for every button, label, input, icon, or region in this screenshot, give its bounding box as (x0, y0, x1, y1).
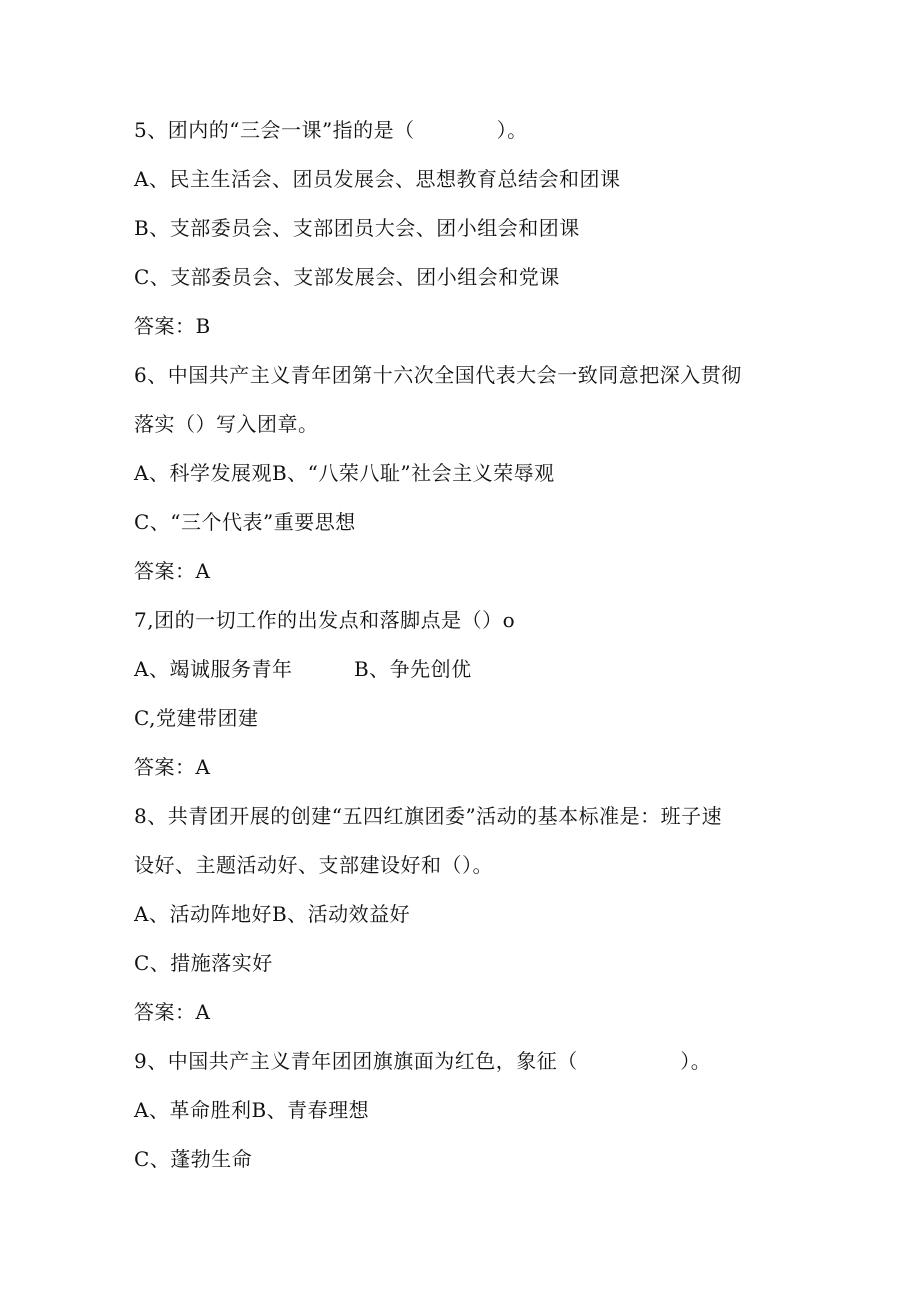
question-7-text: 7,团的一切工作的出发点和落脚点是（）o (134, 608, 516, 632)
question-6-text-line-2: 落实（）写入团章。 (134, 412, 319, 436)
question-7-option-c: C,党建带团建 (134, 706, 259, 730)
question-6-text-line-1: 6、中国共产主义青年团第十六次全国代表大会一致同意把深入贯彻 (134, 363, 742, 387)
question-6-option-c: C、“三个代表”重要思想 (134, 510, 356, 534)
question-5-option-b: B、支部委员会、支部团员大会、团小组会和团课 (134, 216, 580, 240)
question-8-options-ab: A、活动阵地好B、活动效益好 (134, 902, 411, 926)
question-5-answer: 答案：B (134, 314, 211, 338)
question-9-options-ab: A、革命胜利B、青春理想 (134, 1098, 370, 1122)
question-8-answer: 答案：A (134, 1000, 211, 1024)
question-6-options-ab: A、科学发展观B、“八荣八耻”社会主义荣辱观 (134, 461, 555, 485)
question-7-options-ab: A、竭诚服务青年 B、争先创优 (134, 657, 472, 681)
question-9-option-c: C、蓬勃生命 (134, 1147, 253, 1171)
question-9-text: 9、中国共产主义青年团团旗旗面为红色，象征（ ）。 (134, 1049, 712, 1073)
question-5-option-a: A、民主生活会、团员发展会、思想教育总结会和团课 (134, 167, 621, 191)
question-8-option-c: C、措施落实好 (134, 951, 273, 975)
question-7-answer: 答案：A (134, 755, 211, 779)
question-8-text-line-1: 8、共青团开展的创建“五四红旗团委”活动的基本标准是：班子速 (134, 804, 723, 828)
question-5-option-c: C、支部委员会、支部发展会、团小组会和党课 (134, 265, 560, 289)
question-6-answer: 答案：A (134, 559, 211, 583)
question-8-text-line-2: 设好、主题活动好、支部建设好和（）。 (134, 853, 493, 877)
question-5-text: 5、团内的“三会一课”指的是（ ）。 (134, 118, 528, 142)
